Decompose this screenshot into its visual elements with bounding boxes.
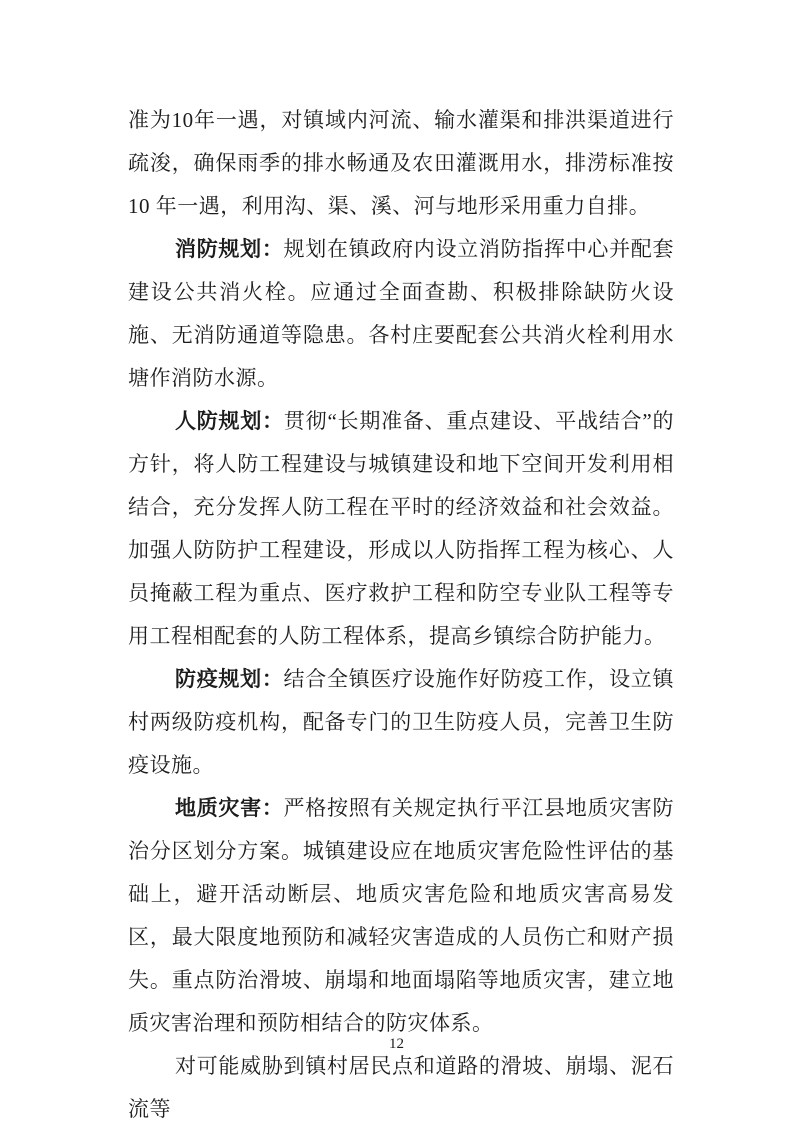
paragraph-label: 消防规划： bbox=[175, 237, 284, 261]
paragraph-civil-air-defense bbox=[128, 400, 674, 658]
paragraph-label: 防疫规划： bbox=[175, 667, 284, 691]
paragraph-geological-hazards bbox=[128, 787, 674, 1045]
paragraph-text: 准为10年一遇，对镇域内河流、输水灌渠和排洪渠道进行疏浚，确保雨季的排水畅通及农田灌溉用水，排涝标准按 10 年一遇，利用沟、渠、溪、河与地形采用重力自排。 bbox=[128, 108, 674, 218]
paragraph-text: 贯彻“长期准备、重点建设、平战结合”的方针，将人防工程建设与城镇建设和地下空间开发利用相结合，充分发挥人防工程在平时的经济效益和社会效益。加强人防防护工程建设，形成以人防指挥工程为核心、人员掩蔽工程为重点、医疗救护工程和防空专业队工程等专用工程相配套的人防工程体系，提高乡镇综合防护能力。 bbox=[128, 409, 675, 648]
paragraph-text: 对可能威胁到镇村居民点和道路的滑坡、崩塌、泥石流等 bbox=[128, 1054, 674, 1121]
paragraph-fire-planning bbox=[128, 228, 674, 400]
paragraph-landslide-threats bbox=[128, 1045, 674, 1122]
page-number: 12 bbox=[389, 1036, 404, 1052]
page-text-block bbox=[128, 99, 674, 1122]
paragraph-text: 严格按照有关规定执行平江县地质灾害防治分区划分方案。城镇建设应在地质灾害危险性评估的基础上，避开活动断层、地质灾害危险和地质灾害高易发区，最大限度地预防和减轻灾害造成的人员伤亡和财产损失。重点防治滑坡、崩塌和地面塌陷等地质灾害，建立地质灾害治理和预防相结合的防灾体系。 bbox=[128, 796, 675, 1035]
paragraph-drainage-continuation bbox=[128, 99, 674, 228]
paragraph-text: 规划在镇政府内设立消防指挥中心并配套建设公共消火栓。应通过全面查勘、积极排除缺防火设施、无消防通道等隐患。各村庄要配套公共消火栓利用水塘作消防水源。 bbox=[128, 237, 675, 390]
paragraph-epidemic-prevention bbox=[128, 658, 674, 787]
paragraph-label: 地质灾害： bbox=[175, 796, 284, 820]
paragraph-text: 结合全镇医疗设施作好防疫工作，设立镇村两级防疫机构，配备专门的卫生防疫人员，完善卫生防疫设施。 bbox=[128, 667, 675, 777]
paragraph-label: 人防规划： bbox=[175, 409, 284, 433]
